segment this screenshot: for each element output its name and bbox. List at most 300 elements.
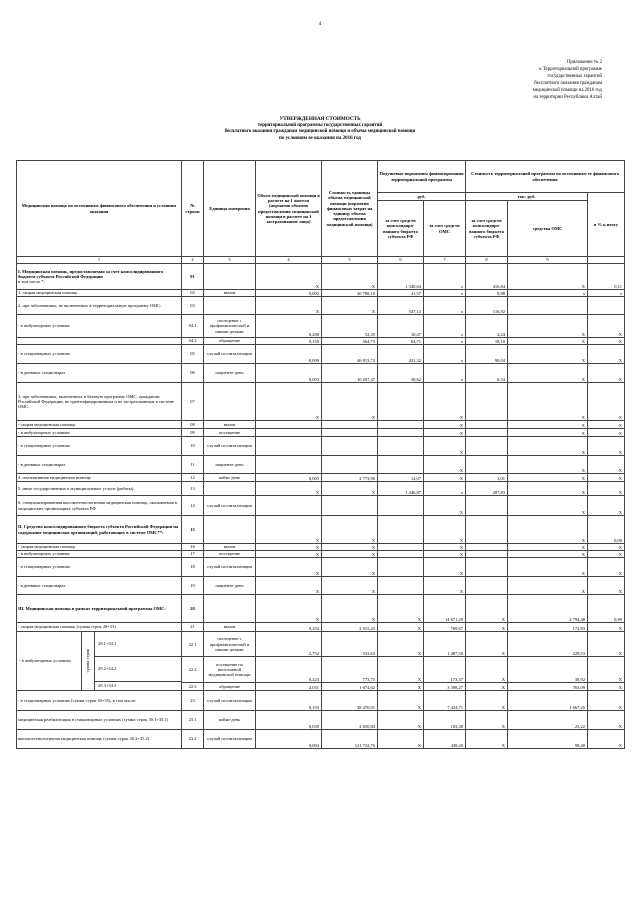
cell-name — [17, 264, 182, 290]
cell-unit: койко-день — [204, 474, 256, 482]
cell-oms-norm: 103,38 — [424, 711, 466, 730]
cell-oms-norm: 1 487,50 — [424, 632, 466, 657]
row-name: - в дневных стационарах — [18, 370, 66, 376]
cell-budget-cost: 416,84 — [466, 264, 508, 290]
cell-oms-cost: X — [508, 551, 588, 558]
cell-row-number: 02 — [182, 290, 204, 297]
cell-volume — [256, 456, 322, 474]
cell-unit: случай госпитализации — [204, 558, 256, 577]
amb-name: - в амбулаторных условиях — [19, 658, 71, 664]
row-name: высокотехнологичная медицинская помощь (сумма строк 30.2+35.2) — [18, 736, 150, 742]
cell-oms-cost: X — [508, 482, 588, 496]
row-name: - в стационарных условиях — [18, 443, 71, 449]
table-row — [17, 364, 625, 383]
cell-pct: X — [588, 364, 625, 383]
row-name: 6. специализированная высокотехнологичная медицинская помощь, оказываемая в медицинских организациях субъекта РФ — [18, 500, 177, 511]
cell-name — [17, 315, 182, 338]
cell-cost — [322, 496, 378, 516]
page-number: 4 — [318, 22, 322, 27]
table-row — [17, 290, 625, 297]
cell-name — [17, 711, 182, 730]
cell-unit: вызов — [204, 623, 256, 632]
cell-budget-cost — [466, 544, 508, 551]
cell-oms-cost: 763,09 — [508, 682, 588, 690]
cell-cost: 20 798,10 — [322, 290, 378, 297]
table-row — [17, 383, 625, 421]
cell-budget-cost — [466, 551, 508, 558]
cell-cost: X — [322, 482, 378, 496]
header-cost-group: Стоимость территориальной программы по источникам ее финансового обеспечения — [466, 161, 625, 193]
cell-oms-cost: 23,22 — [508, 711, 588, 730]
cell-name — [17, 544, 182, 551]
cell-budget-cost — [466, 577, 508, 595]
cell-oms-norm: x — [424, 338, 466, 345]
cell-oms-cost: X — [508, 456, 588, 474]
cell-volume: 0,002 — [256, 290, 322, 297]
cell-oms-norm: x — [424, 264, 466, 290]
cell-unit: пациенто-день — [204, 456, 256, 474]
header-num: 4 — [256, 257, 322, 264]
header-num: 7 — [424, 257, 466, 264]
cell-oms-cost: X — [508, 577, 588, 595]
amb-formula: 29.2+34.2 — [95, 657, 181, 682]
cell-budget-cost — [466, 516, 508, 544]
header-pct: в % к итогу — [588, 193, 625, 257]
header-num: 8 — [466, 257, 508, 264]
header-num: 1 — [17, 257, 182, 264]
cell-volume: X — [256, 482, 322, 496]
cell-name — [17, 551, 182, 558]
cell-cost: 2 773,90 — [322, 474, 378, 482]
header-name: Медицинская помощь по источникам финансового обеспечения и условиям оказания — [17, 161, 182, 257]
appendix-line: медицинской помощи на 2016 год — [532, 87, 602, 93]
cell-pct — [588, 297, 625, 315]
cell-cost: 38 470,01 — [322, 691, 378, 711]
header-row: № строки — [182, 161, 204, 257]
cell-pct: 0,89 — [588, 595, 625, 623]
cell-oms-cost: X — [508, 315, 588, 338]
cell-budget-norm — [378, 496, 424, 516]
cell-name — [17, 558, 182, 577]
table-row — [17, 456, 625, 474]
cell-oms-cost: 98,40 — [508, 730, 588, 749]
header-volume: Объем медицинской помощи в расчете на 1 жителя (норматив объемов предоставления медицинской помощи в расчете на 1 застрахованное лицо) — [256, 161, 322, 257]
cell-cost — [322, 429, 378, 437]
cell-volume: 0,004 — [256, 730, 322, 749]
title-line-4: по условиям ее оказания на 2016 год — [279, 135, 361, 141]
cell-budget-norm — [378, 544, 424, 551]
cell-pct: X — [588, 338, 625, 345]
cell-volume: X — [256, 516, 322, 544]
cell-cost: 10 207,47 — [322, 364, 378, 383]
cell-pct: X — [588, 558, 625, 577]
cell-volume: 0,193 — [256, 691, 322, 711]
table-row — [17, 516, 625, 544]
header-unit-thousand: тыс. руб. — [466, 193, 588, 201]
cell-budget-norm: X — [378, 632, 424, 657]
cell-oms-norm: 14 671,20 — [424, 595, 466, 623]
row-name: 2. при заболеваниях, не включенных в территориальную программу ОМС: — [18, 302, 162, 308]
cell-volume: X — [256, 551, 322, 558]
cell-pct: X — [588, 315, 625, 338]
cell-pct: X — [588, 421, 625, 429]
cell-row-number: 16 — [182, 544, 204, 551]
cell-pct: X — [588, 496, 625, 516]
cell-row-number: 01 — [182, 264, 204, 290]
cell-name — [17, 345, 182, 364]
cell-pct: X — [588, 437, 625, 456]
header-numbers — [17, 257, 625, 264]
row-name: медицинская реабилитация в стационарных условиях (сумма строк 30.1+35.1) — [18, 717, 169, 723]
cell-row-number: 23.2 — [182, 730, 204, 749]
table-row — [17, 551, 625, 558]
cell-oms-cost: X — [508, 474, 588, 482]
cell-budget-norm — [378, 437, 424, 456]
cell-name — [17, 297, 182, 315]
cell-volume: 0,003 — [256, 364, 322, 383]
cell-unit — [204, 297, 256, 315]
cell-budget-norm — [378, 383, 424, 421]
table-row — [17, 474, 625, 482]
cell-oms-cost: X — [508, 496, 588, 516]
cell-budget-norm: X — [378, 691, 424, 711]
cell-budget-cost: 116,92 — [466, 297, 508, 315]
table-row — [17, 429, 625, 437]
cell-unit: посещение — [204, 429, 256, 437]
table-row — [17, 730, 625, 749]
cell-cost: 2 650,84 — [322, 711, 378, 730]
cell-pct: 0,11 — [588, 264, 625, 290]
cell-oms-cost: X — [508, 338, 588, 345]
cell-oms-norm: X — [424, 456, 466, 474]
cell-name — [17, 516, 182, 544]
cell-oms-norm: X — [424, 429, 466, 437]
cell-unit: случай госпитализации — [204, 437, 256, 456]
cell-oms-norm: X — [424, 474, 466, 482]
table-body — [17, 161, 625, 749]
cell-cost: X — [322, 264, 378, 290]
cell-row-number: 18 — [182, 558, 204, 577]
cell-pct: x — [588, 290, 625, 297]
cell-oms-cost: 38,92 — [508, 657, 588, 682]
cell-oms-norm: X — [424, 577, 466, 595]
cell-oms-cost: 2 794,48 — [508, 595, 588, 623]
cell-pct: X — [588, 682, 625, 690]
cell-pct: X — [588, 544, 625, 551]
cell-pct: X — [588, 482, 625, 496]
cell-name — [17, 595, 182, 623]
cell-oms-cost: X — [508, 264, 588, 290]
cell-unit: случай госпитализации — [204, 345, 256, 364]
appendix-line: Приложение № 2 — [566, 60, 602, 65]
cell-row-number: 06 — [182, 364, 204, 383]
title-line-3: бесплатного оказания гражданам медицинской помощи и объема медицинской помощи — [224, 129, 416, 135]
header-num: 6 — [378, 257, 424, 264]
cell-oms-cost: 1 667,25 — [508, 691, 588, 711]
cell-unit: случай госпитализации — [204, 691, 256, 711]
cell-row-number: 17 — [182, 551, 204, 558]
cell-pct: X — [588, 657, 625, 682]
cell-name — [17, 437, 182, 456]
row-name: 4. паллиативная медицинская помощь — [18, 474, 92, 480]
cell-oms-norm: X — [424, 496, 466, 516]
cell-volume — [256, 496, 322, 516]
cell-oms-norm: x — [424, 297, 466, 315]
cell-unit — [204, 516, 256, 544]
row-name: - скорая медицинская помощь — [18, 544, 76, 550]
cell-budget-cost: 287,83 — [466, 482, 508, 496]
cell-volume: X — [256, 264, 322, 290]
cell-row-number: 04.1 — [182, 315, 204, 338]
cell-budget-norm: X — [378, 682, 424, 690]
cell-budget-norm: X — [378, 595, 424, 623]
cell-cost: X — [322, 595, 378, 623]
cell-oms-norm: 7 424,71 — [424, 691, 466, 711]
header-oms2: средства ОМС — [508, 201, 588, 257]
cell-oms-norm: X — [424, 544, 466, 551]
cell-row-number: 19 — [182, 577, 204, 595]
cell-unit — [204, 595, 256, 623]
cell-budget-cost: X — [466, 730, 508, 749]
cell-name — [17, 364, 182, 383]
table-row — [17, 711, 625, 730]
cell-oms-norm: X — [424, 551, 466, 558]
table-row — [17, 632, 625, 657]
cell-budget-cost: 18,10 — [466, 338, 508, 345]
cell-cost — [322, 421, 378, 429]
cell-unit: вызов — [204, 544, 256, 551]
cell-oms-cost: X — [508, 383, 588, 421]
appendix-line: на территории Республики Алтай — [533, 94, 602, 100]
row-name: I. Медицинская помощь, предоставляемая за счет консолидированного бюджета субъекта Российской Федерации — [18, 268, 164, 279]
cell-budget-cost: X — [466, 682, 508, 690]
cell-unit: пациенто-день — [204, 577, 256, 595]
table-row — [17, 297, 625, 315]
cell-volume: 0,005 — [256, 474, 322, 482]
cell-budget-cost — [466, 437, 508, 456]
row-name: 3. при заболеваниях, включенных в базовую программу ОМС, гражданам Российской Федерации, не идентифицированным и не застрахованным в системе ОМС: — [18, 393, 175, 410]
cell-pct: X — [588, 730, 625, 749]
cell-name — [17, 290, 182, 297]
cell-oms-cost: X — [508, 558, 588, 577]
cell-unit — [204, 264, 256, 290]
cell-oms-norm: 3 398,27 — [424, 682, 466, 690]
cell-oms-norm: x — [424, 482, 466, 496]
cell-cost: 773,75 — [322, 657, 378, 682]
cell-oms-cost: x — [508, 290, 588, 297]
row-name: - в амбулаторных условиях — [18, 429, 70, 435]
row-name: - в стационарных условиях — [18, 351, 71, 357]
cell-row-number: 04.2 — [182, 338, 204, 345]
cell-pct: X — [588, 711, 625, 730]
cell-budget-cost: X — [466, 691, 508, 711]
cell-row-number: 08 — [182, 421, 204, 429]
cell-oms-norm: 438,20 — [424, 730, 466, 749]
cell-oms-norm: x — [424, 290, 466, 297]
row-name: 1. скорая медицинская помощь — [18, 290, 78, 296]
amb-formula: 29.3+34.3 — [98, 683, 117, 689]
table-row — [17, 315, 625, 338]
cell-unit: обращение — [204, 682, 256, 690]
cell-volume: 0,254 — [256, 623, 322, 632]
cell-volume — [256, 421, 322, 429]
cell-row-number: 05 — [182, 345, 204, 364]
cell-row-number: 20 — [182, 595, 204, 623]
table-row — [17, 691, 625, 711]
cell-cost: X — [322, 516, 378, 544]
cell-budget-cost: X — [466, 595, 508, 623]
cell-budget-norm: 14,07 — [378, 474, 424, 482]
cell-budget-norm: 547,13 — [378, 297, 424, 315]
appendix-line: государственных гарантий — [547, 73, 602, 79]
cell-volume: 0,039 — [256, 711, 322, 730]
cell-budget-cost: 3,01 — [466, 474, 508, 482]
cell-oms-norm: X — [424, 437, 466, 456]
amb-formula: 29.1+34.1 — [95, 632, 181, 657]
cell-budget-norm: 10,47 — [378, 315, 424, 338]
table-row — [17, 421, 625, 429]
cell-name — [17, 338, 182, 345]
row-name: - в дневных стационарах — [18, 461, 66, 467]
cell-pct: X — [588, 623, 625, 632]
cell-budget-cost — [466, 421, 508, 429]
cell-cost: 52,35 — [322, 315, 378, 338]
cell-unit: посещение по неотложной медицинской помощи — [204, 657, 256, 682]
cell-budget-norm — [378, 551, 424, 558]
row-name: - скорая медицинская помощь — [18, 421, 76, 427]
row-name: - в амбулаторных условиях — [18, 323, 70, 329]
cell-pct: X — [588, 383, 625, 421]
table-row — [17, 623, 625, 632]
cell-row-number: 22.3 — [182, 682, 204, 690]
title-line-1: УТВЕРЖДЕННАЯ СТОИМОСТЬ — [279, 116, 361, 122]
table-row — [17, 496, 625, 516]
cell-pct: X — [588, 691, 625, 711]
cell-oms-cost: X — [508, 437, 588, 456]
cell-name — [17, 482, 182, 496]
cell-oms-norm: X — [424, 516, 466, 544]
header-cost: Стоимость единицы объема медицинской помощи (норматив финансовых затрат на единицу объема предоставления медицинской помощи) — [322, 161, 378, 257]
cell-name — [17, 691, 182, 711]
cell-oms-norm: X — [424, 383, 466, 421]
table-row — [17, 595, 625, 623]
cell-pct: X — [588, 429, 625, 437]
header-budget2: за счет средств консолидиро-ванного бюджета субъекта РФ — [466, 201, 508, 257]
appendix-line: к Территориальной программе — [539, 66, 602, 72]
cell-budget-norm: X — [378, 711, 424, 730]
cell-oms-cost — [508, 297, 588, 315]
cell-row-number: 09 — [182, 429, 204, 437]
row-name: - в стационарных условиях (сумма строк 30+35), в том числе: — [18, 697, 137, 703]
cell-row-number: 10 — [182, 437, 204, 456]
header-norm-group: Подушевые нормативы финансирования территориальной программы — [378, 161, 466, 193]
header-num: 5 — [322, 257, 378, 264]
cell-name — [17, 429, 182, 437]
cell-name — [17, 730, 182, 749]
cell-oms-norm: x — [424, 345, 466, 364]
title-line-2: территориальной программы государственных гарантий — [257, 122, 383, 128]
cell-volume: 0,224 — [256, 657, 322, 682]
table-row — [17, 577, 625, 595]
cell-cost: X — [322, 383, 378, 421]
cell-unit: посещение — [204, 551, 256, 558]
cell-budget-cost: X — [466, 623, 508, 632]
cell-cost: 2 915,43 — [322, 623, 378, 632]
cell-unit: вызов — [204, 421, 256, 429]
cell-volume: 0,009 — [256, 345, 322, 364]
cell-unit: пациенто-день — [204, 364, 256, 383]
header-unit: Единица измерения — [204, 161, 256, 257]
row-name: - в дневных стационарах — [18, 582, 66, 588]
cell-cost: 121 722,76 — [322, 730, 378, 749]
cell-cost: X — [322, 544, 378, 551]
cell-volume: 2,752 — [256, 632, 322, 657]
cell-cost: X — [322, 297, 378, 315]
cell-volume: 0,150 — [256, 338, 322, 345]
cell-budget-norm: X — [378, 623, 424, 632]
cell-row-number: 23.1 — [182, 711, 204, 730]
cell-oms-norm: x — [424, 364, 466, 383]
table-row — [17, 264, 625, 290]
cell-pct: X — [588, 632, 625, 657]
cell-oms-cost: X — [508, 544, 588, 551]
cell-budget-norm: 1 346,87 — [378, 482, 424, 496]
cell-oms-cost: X — [508, 421, 588, 429]
cell-budget-cost: 6,54 — [466, 364, 508, 383]
table-row — [17, 338, 625, 345]
row-name-sub: в том числе *: — [18, 279, 45, 285]
cell-volume — [256, 437, 322, 456]
cell-name — [17, 474, 182, 482]
cell-budget-norm: X — [378, 730, 424, 749]
cell-volume: 2,031 — [256, 682, 322, 690]
cell-budget-norm — [378, 456, 424, 474]
table-row — [17, 482, 625, 496]
cell-oms-norm: x — [424, 315, 466, 338]
header-unit-rub: руб. — [378, 193, 466, 201]
cell-cost: X — [322, 551, 378, 558]
cell-row-number: 11 — [182, 456, 204, 474]
cell-pct: X — [588, 456, 625, 474]
table-row — [17, 437, 625, 456]
cell-budget-norm: 41,57 — [378, 290, 424, 297]
cell-row-number: 07 — [182, 383, 204, 421]
amb-side-label: сумма строк — [85, 649, 91, 673]
cell-unit — [204, 383, 256, 421]
cell-cost: X — [322, 577, 378, 595]
cell-row-number: 22.1 — [182, 632, 204, 657]
cell-budget-norm: 1 340,64 — [378, 264, 424, 290]
cell-budget-norm: 30,62 — [378, 364, 424, 383]
cell-pct: X — [588, 345, 625, 364]
row-name: II. Средства консолидированного бюджета субъекта Российской Федерации на содержание медицинских организаций, работающих в системе ОМС**: — [18, 524, 179, 535]
document-title — [60, 116, 580, 142]
cell-volume: X — [256, 595, 322, 623]
cell-budget-cost — [466, 496, 508, 516]
table-row — [17, 544, 625, 551]
cell-unit: посещение с профилактической и иными целями — [204, 315, 256, 338]
cell-unit: случай госпитализации — [204, 496, 256, 516]
cell-budget-cost: 8,88 — [466, 290, 508, 297]
cell-unit: вызов — [204, 290, 256, 297]
cell-unit: посещение с профилактической и иными целями — [204, 632, 256, 657]
cell-cost: 1 674,62 — [322, 682, 378, 690]
cell-cost — [322, 456, 378, 474]
cell-oms-cost: 172,83 — [508, 623, 588, 632]
appendix-note — [462, 60, 602, 101]
cell-budget-cost: 90,04 — [466, 345, 508, 364]
appendix-line: бесплатного оказания гражданам — [534, 80, 602, 86]
